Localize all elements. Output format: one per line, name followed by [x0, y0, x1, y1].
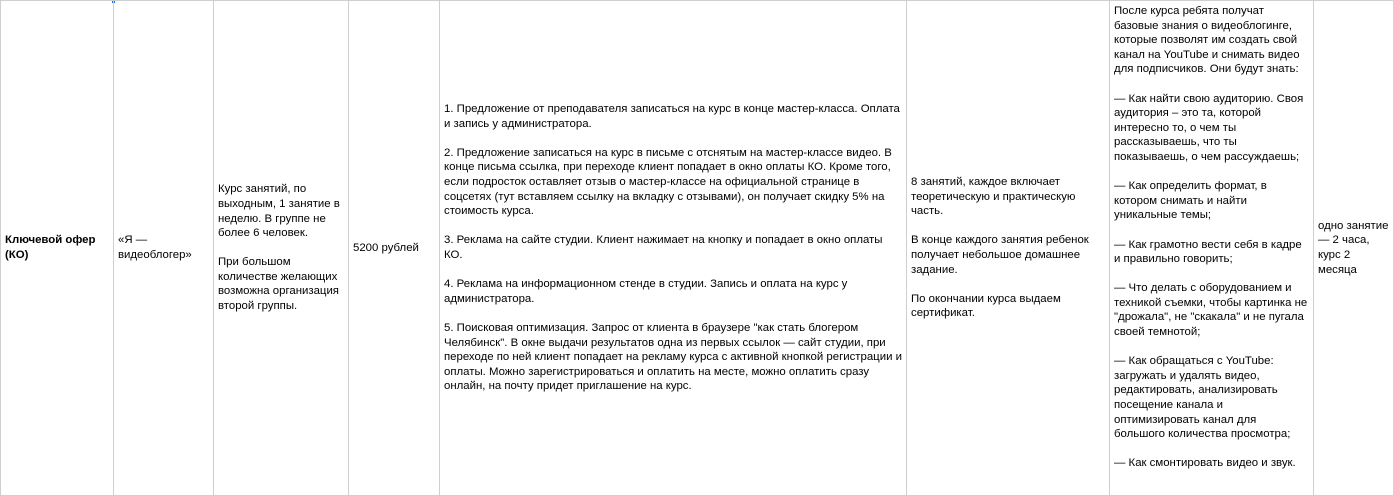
structure-paragraph: По окончании курса выдаем сертификат. [911, 292, 1105, 321]
cell-format[interactable] [214, 1, 349, 496]
result-paragraph: — Как определить формат, в котором снимать и найти уникальные темы; [1114, 179, 1309, 223]
result-paragraph: — Как найти свою аудиторию. Своя аудитория – это та, которой интересно то, о чем ты рассказываешь, что ты показываешь, о чем рассуждаешь; [1114, 92, 1309, 165]
channel-paragraph: 2. Предложение записаться на курс в письме с отснятым на мастер-классе видео. В конце письма ссылка, при переходе клиент попадает в окно оплаты КО. Кроме того, если подросток оставляет отзыв о мастер-классе на официальной странице в соцсетях (тут вставляем ссылку на вкладку с отзывами), он получает скидку 5% на стоимость курса. [444, 146, 902, 219]
cell-duration[interactable] [1314, 1, 1393, 496]
channel-paragraph: 5. Поисковая оптимизация. Запрос от клиента в браузере "как стать блогером Челябинск". В окне выдачи результатов одна из первых ссылок — сайт студии, при переходе по ней клиент попадает на рекламу курса с активной кнопкой регистрации и оплаты. Можно зарегистрироваться и оплатить на месте, можно оплатить сразу онлайн, на почту придет приглашение на курс. [444, 321, 902, 394]
structure-paragraph: В конце каждого занятия ребенок получает небольшое домашнее задание. [911, 233, 1105, 277]
cell-row-label[interactable] [1, 1, 114, 496]
cell-price[interactable] [349, 1, 440, 496]
channel-paragraph: 4. Реклама на информационном стенде в студии. Запись и оплата на курс у администратора. [444, 277, 902, 306]
format-paragraph: При большом количестве желающих возможна организация второй группы. [218, 255, 344, 313]
channel-paragraph: 3. Реклама на сайте студии. Клиент нажимает на кнопку и попадает в окно оплаты КО. [444, 233, 902, 262]
result-paragraph: После курса ребята получат базовые знания о видеоблогинге, которые позволят им создать свой канал на YouTube и снимать видео для подписчиков. Они будут знать: [1114, 4, 1309, 77]
result-paragraph: — Как смонтировать видео и звук. [1114, 456, 1309, 471]
offer-name-text: «Я — видеоблогер» [118, 233, 209, 262]
cell-course-result[interactable] [1110, 1, 1314, 496]
cell-sales-channels[interactable] [440, 1, 907, 496]
channel-paragraph: 1. Предложение от преподавателя записаться на курс в конце мастер-класса. Оплата и запись у администратора. [444, 102, 902, 131]
table-row [1, 1, 1393, 496]
result-paragraph: — Как грамотно вести себя в кадре и правильно говорить; [1114, 238, 1309, 267]
result-paragraph: — Что делать с оборудованием и техникой съемки, чтобы картинка не "дрожала", не "скакала" и не пугала своей темнотой; [1114, 281, 1309, 339]
price-text: 5200 рублей [353, 241, 435, 256]
format-paragraph: Курс занятий, по выходным, 1 занятие в неделю. В группе не более 6 человек. [218, 182, 344, 240]
result-paragraph: — Как обращаться с YouTube: загружать и удалять видео, редактировать, анализировать посещение канала и оптимизировать канал для большого количества просмотра; [1114, 354, 1309, 442]
cell-offer-name[interactable] [114, 1, 214, 496]
row-label-text: Ключевой офер (КО) [5, 233, 109, 262]
duration-text: одно занятие — 2 часа, курс 2 месяца [1318, 219, 1389, 277]
structure-paragraph: 8 занятий, каждое включает теоретическую и практическую часть. [911, 175, 1105, 219]
cell-course-structure[interactable] [907, 1, 1110, 496]
